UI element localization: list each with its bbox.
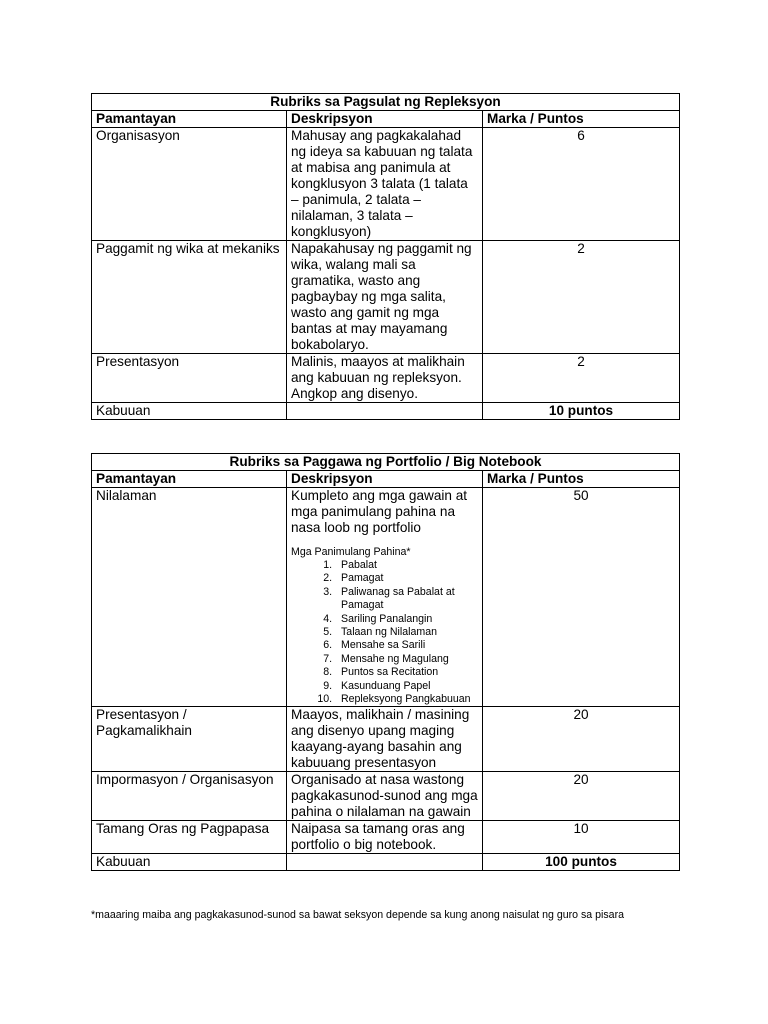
criterion-cell: Presentasyon / Pagkamalikhain [92,707,287,772]
header-score: Marka / Puntos [483,111,680,128]
list-item: 6. Mensahe sa Sarili [335,639,478,652]
list-item: 7. Mensahe ng Magulang [335,653,478,666]
criterion-cell: Nilalaman [92,488,287,707]
table-row [92,707,680,772]
description-cell: Maayos, malikhain / masining ang disenyo upang maging kaayang-ayang basahin ang kabuuang presentasyon [287,707,483,772]
description-text: Mahusay ang pagkakalahad ng ideya sa kabuuan ng talata at mabisa ang panimula at kongklusyon 3 talata (1 talata – panimula, 2 talata – nilalaman, 3 talata – kongklusyon) [291,128,473,239]
header-description: Deskripsyon [287,471,483,488]
header-description: Deskripsyon [287,111,483,128]
criterion-cell: Tamang Oras ng Pagpapasa [92,821,287,854]
score-cell: 20 [483,772,680,821]
portfolio-rubric-title: Rubriks sa Paggawa ng Portfolio / Big Notebook [92,454,680,471]
criterion-cell: Presentasyon [92,354,287,403]
description-cell [287,128,483,241]
score-cell: 10 [483,821,680,854]
list-item: 4. Sariling Panalangin [335,613,478,626]
table-row [92,772,680,821]
list-item: 8. Puntos sa Recitation [335,666,478,679]
sublist-title: Mga Panimulang Pahina* [291,546,411,558]
list-item: 5. Talaan ng Nilalaman [335,626,478,639]
table-row [92,354,680,403]
description-cell [287,488,483,707]
score-cell: 6 [483,128,680,241]
total-label: Kabuuan [92,403,287,420]
description-cell: Organisado at nasa wastong pagkakasunod-sunod ang mga pahina o nilalaman na gawain [287,772,483,821]
footnote: *maaaring maiba ang pagkakasunod-sunod sa bawat seksyon depende sa kung anong naisulat ng guro sa pisara [91,909,624,921]
description-cell: Naipasa sa tamang oras ang portfolio o big notebook. [287,821,483,854]
criterion-cell: Paggamit ng wika at mekaniks [92,241,287,354]
score-cell: 50 [483,488,680,707]
table-row [92,821,680,854]
description-cell: Malinis, maayos at malikhain ang kabuuan ng repleksyon. Angkop ang disenyo. [287,354,483,403]
total-row [92,403,680,420]
description-text: Kumpleto ang mga gawain at mga panimulang pahina na nasa loob ng portfolio [291,488,468,535]
total-empty-cell [287,854,483,871]
reflection-rubric-table [91,93,680,420]
list-item: 3. Paliwanag sa Pabalat at Pamagat [335,586,478,613]
list-item: 2. Pamagat [335,572,478,585]
header-score: Marka / Puntos [483,471,680,488]
header-criterion: Pamantayan [92,471,287,488]
list-item: 10. Repleksyong Pangkabuuan [335,693,478,706]
score-cell: 20 [483,707,680,772]
criterion-cell: Organisasyon [92,128,287,241]
total-value: 10 puntos [483,403,680,420]
table-row [92,128,680,241]
panimulang-pahina-list [291,559,478,706]
total-row [92,854,680,871]
score-cell: 2 [483,354,680,403]
description-cell: Napakahusay ng paggamit ng wika, walang mali sa gramatika, wasto ang pagbaybay ng mga salita, wasto ang gamit ng mga bantas at may mayamang bokabolaryo. [287,241,483,354]
criterion-cell: Impormasyon / Organisasyon [92,772,287,821]
total-empty-cell [287,403,483,420]
list-item: 9. Kasunduang Papel [335,680,478,693]
reflection-rubric-title: Rubriks sa Pagsulat ng Repleksyon [92,94,680,111]
portfolio-rubric-table [91,453,680,871]
table-row [92,488,680,707]
score-cell: 2 [483,241,680,354]
list-item: 1. Pabalat [335,559,478,572]
total-label: Kabuuan [92,854,287,871]
total-value: 100 puntos [483,854,680,871]
table-row [92,241,680,354]
header-criterion: Pamantayan [92,111,287,128]
